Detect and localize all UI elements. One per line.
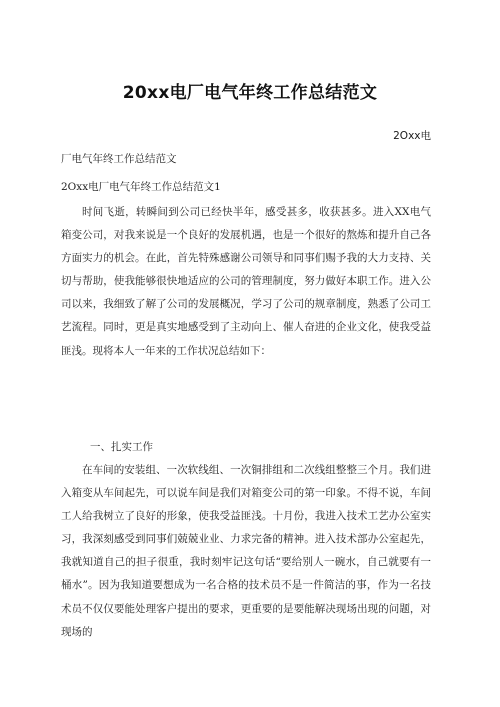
section-1-heading: 一、扎实工作 [90,441,153,453]
section-1-block [61,459,431,644]
document-title: 20xx电厂电气年终工作总结范文 [122,83,378,103]
intro-paragraph: 时间飞逝，转瞬间到公司已经快半年，感受甚多，收获甚多。进入XX电气箱变公司，对我来说是一个良好的发展机遇，也是一个很好的熬炼和提升自己各方面实力的机会。在此，首先特殊感谢公司领导和同事们赐予我的大力支持、关切与帮助，使我能够很快地适应的公司的管理制度，努力做好本职工作。进入公司以来，我细致了解了公司的发展概况，学习了公司的规章制度，熟悉了公司工艺流程。同时，更是真实地感受到了主动向上、催人奋进的企业文化，使我受益匪浅。现将本人一年来的工作状况总结如下： [61,206,431,357]
subtitle-right: 2Oxx电 [393,130,431,142]
section-1-paragraph: 在车间的安装组、一次软线组、一次铜排组和二次线组整整三个月。我们进入箱变从车间起先，可以说车间是我们对箱变公司的第一印象。不得不说，车间工人给我树立了良好的形象，使我受益匪浅。十月份，我进入技术工艺办公室实习，我深刻感受到同事们兢兢业业、力求完备的精神。进入技术部办公室起先，我就知道自己的担子很重，我时刻牢记这句话“要给别人一碗水，自己就要有一桶水”。因为我知道要想成为一名合格的技术员不是一件简洁的事，作为一名技术员不仅仅要能处理客户提出的要求，更重要的是要能解决现场出现的问题，对现场的 [61,464,431,638]
intro-paragraph-block [61,201,431,363]
subtitle-continuation: 厂电气年终工作总结范文 [61,153,177,165]
section-heading-1: 2Oxx电厂电气年终工作总结范文1 [61,181,221,193]
